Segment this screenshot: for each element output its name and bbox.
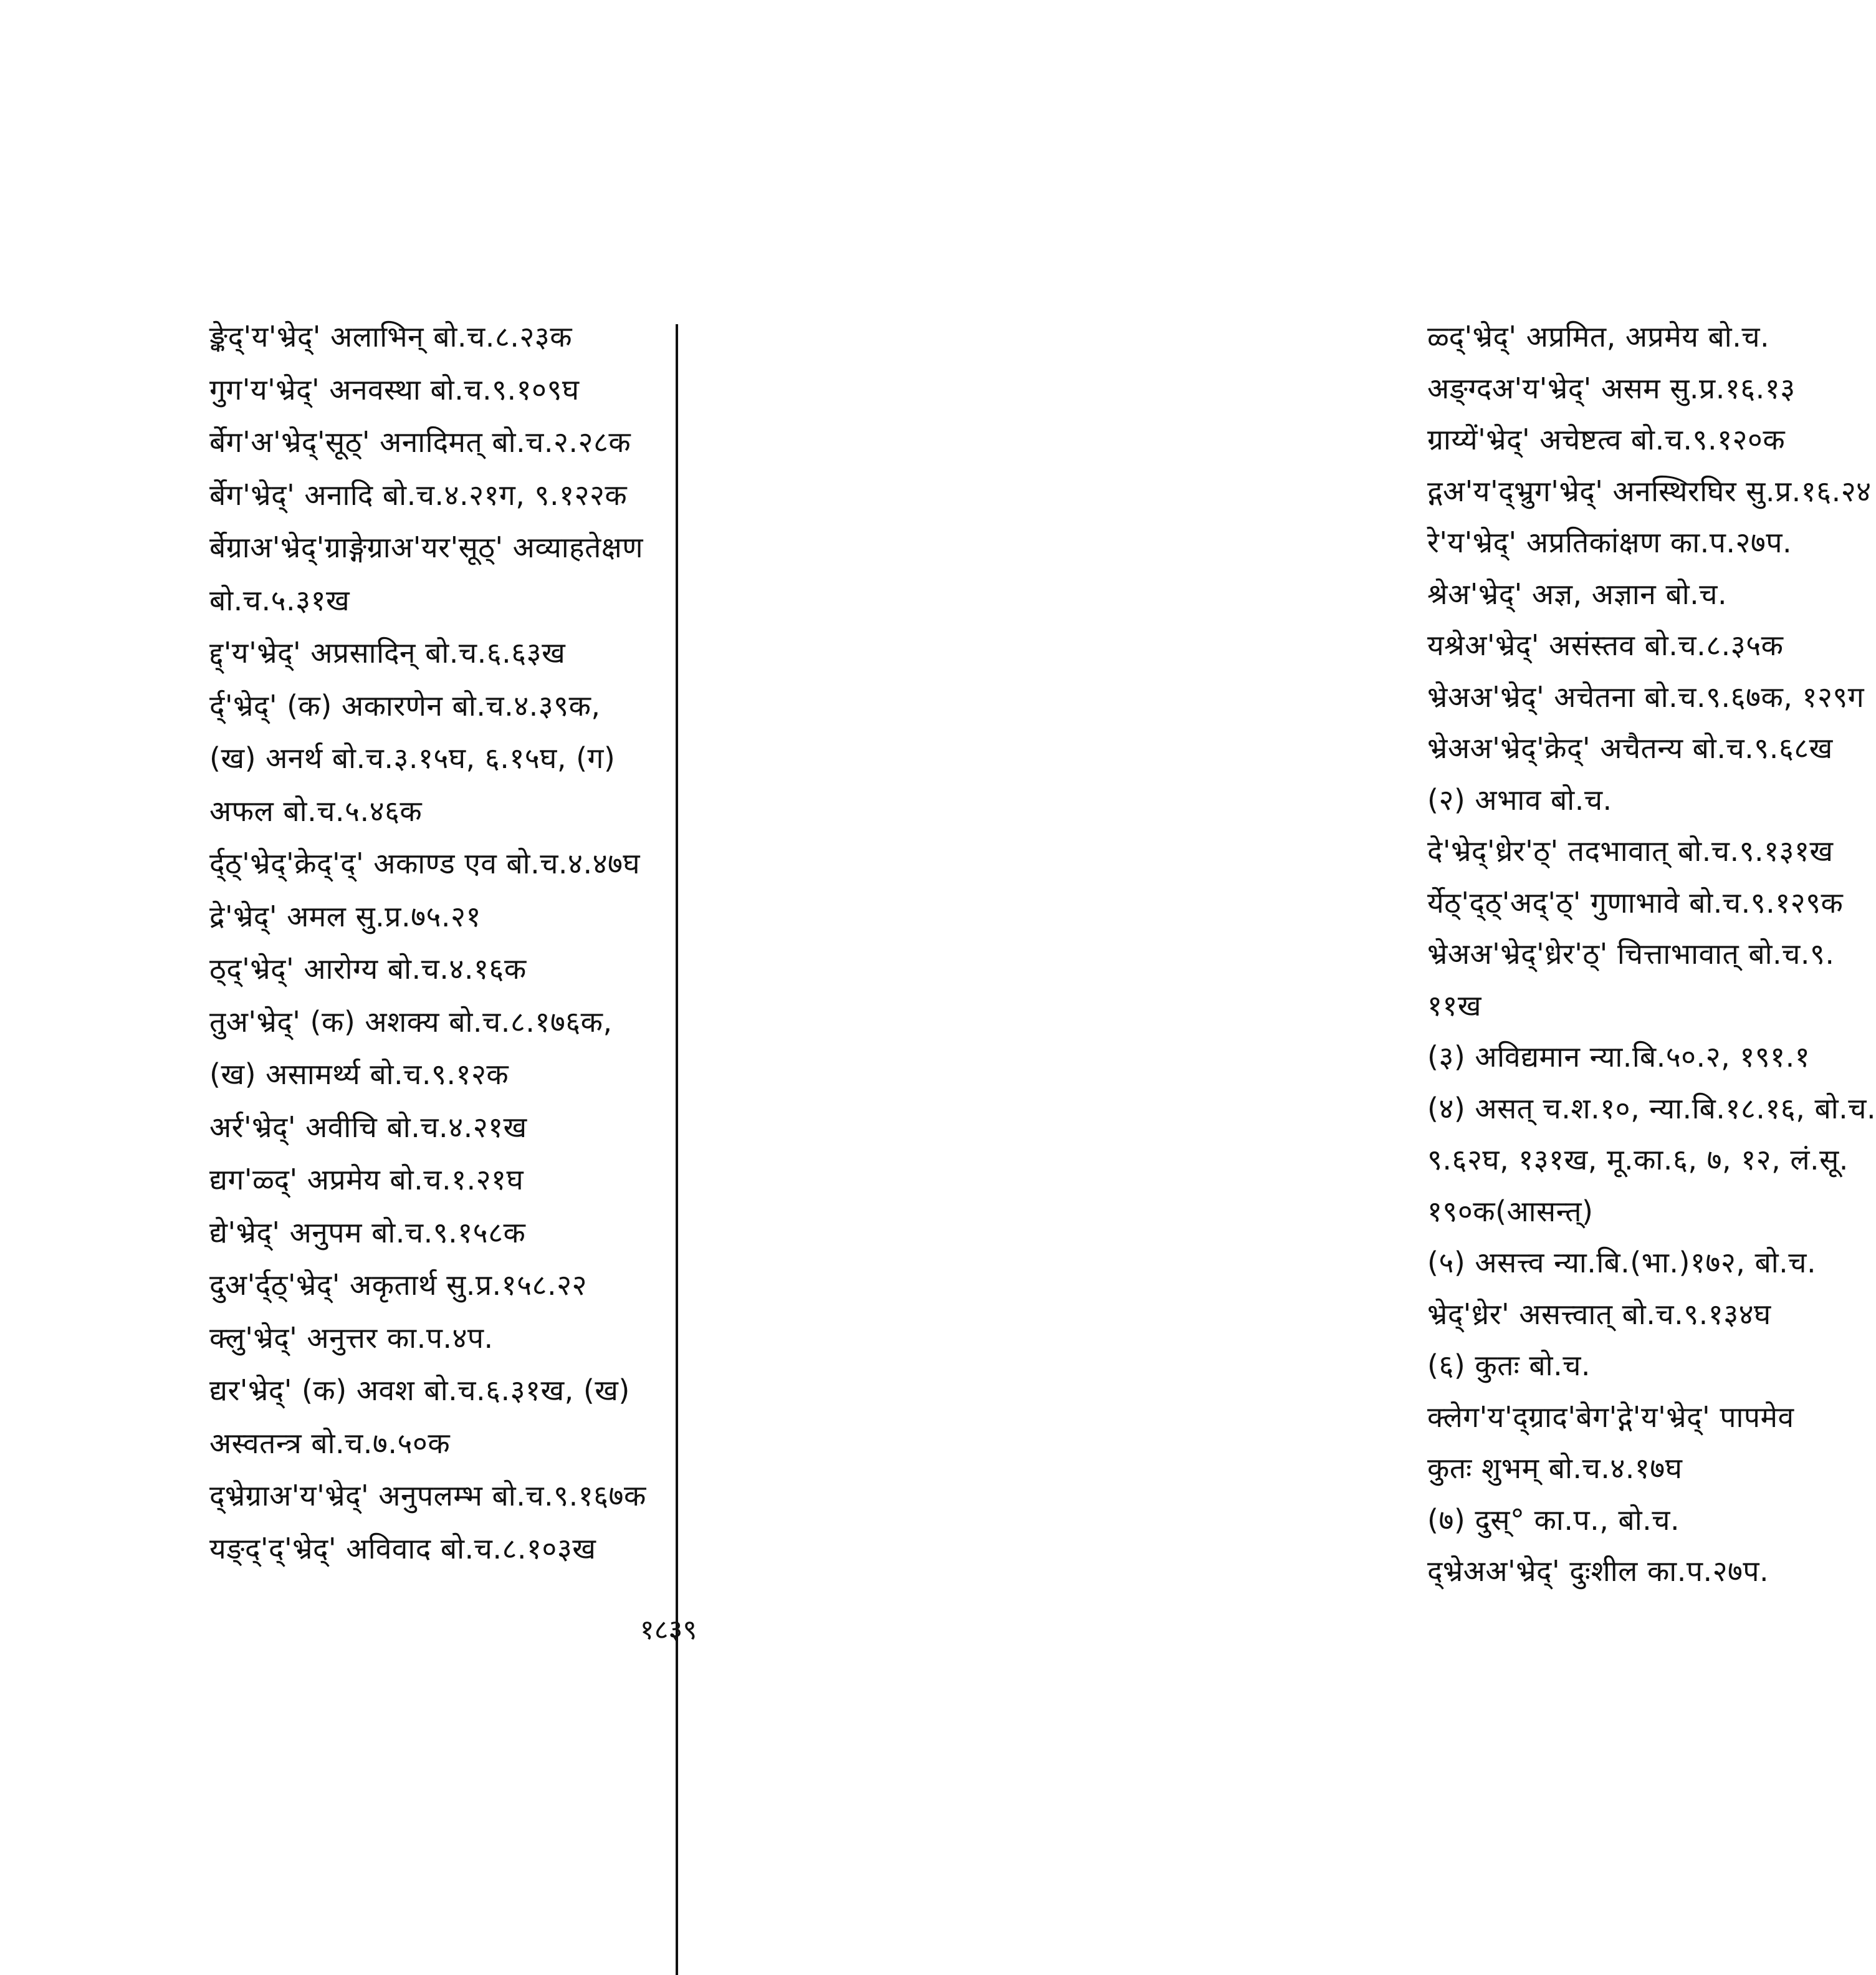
entry-line: (ख) अनर्थ बो.च.३.१५घ, ६.१५घ, (ग) [209, 741, 616, 775]
entry-line: अफल बो.च.५.४६क [209, 794, 423, 828]
entry-line: ळ्द्'भ्रेद्' अप्रमित, अप्रमेय बो.च. [1427, 320, 1770, 353]
entry-line: अङ्ग्दअ'य'भ्रेद्' असम सु.प्र.१६.१३ [1427, 371, 1796, 405]
entry-line: (२) अभाव बो.च. [1427, 782, 1612, 817]
entry-line: ११ख [1427, 988, 1481, 1022]
entry-line: भ्रेअअ'भ्रेद्' अचेतना बो.च.९.६७क, १२९ग [1427, 680, 1865, 714]
entry-line: १९०क(आसन्त्) [1427, 1194, 1594, 1228]
entry-line: र्येठ्'द्ठ्'अद्'ठ्' गुणाभावे बो.च.९.१२९क [1427, 885, 1844, 920]
entry-line: द्यर'भ्रेद्' (क) अवश बो.च.६.३१ख, (ख) [209, 1373, 630, 1407]
entry-line: दे'भ्रेद्'ध्रेर'ठ्' तदभावात् बो.च.९.१३१ख [1427, 834, 1834, 868]
entry-line: (५) असत्त्व न्या.बि.(भा.)१७२, बो.च. [1427, 1246, 1817, 1279]
entry-line: र्द्ठ्'भ्रेद्'क्रेद्'द्' अकाण्ड एव बो.च.४.४७घ [209, 847, 641, 880]
entry-line: भ्रेद्'ध्रेर' असत्त्वात् बो.च.९.१३४घ [1427, 1297, 1771, 1331]
entry-line: द्भ्रेग्राअ'य'भ्रेद्' अनुपलम्भ बो.च.९.१६७क [209, 1479, 646, 1512]
entry-line: र्बेग'अ'भ्रेद्'सूठ्' अनादिमत् बो.च.२.२८क [209, 425, 631, 459]
entry-line: र्द्'भ्रेद्' (क) अकारणेन बो.च.४.३९क, [209, 688, 601, 723]
entry-line: द्रे'भ्रेद्' अमल सु.प्र.७५.२१ [209, 899, 481, 933]
entry-line: (ख) असामर्थ्य बो.च.९.१२क [209, 1057, 509, 1091]
entry-line: द्गअ'य'द्भ्रुग'भ्रेद्' अनस्थिरघिर सु.प्र.१६.२४ [1427, 474, 1872, 508]
entry-line: भ्रेअअ'भ्रेद्'क्रेद्' अचैतन्य बो.च.९.६८ख [1427, 731, 1833, 765]
entry-line: कुतः शुभम् बो.च.४.१७घ [1427, 1451, 1683, 1485]
entry-line: (४) असत् च.श.१०, न्या.बि.१८.१६, बो.च. [1427, 1091, 1876, 1125]
entry-line: अर्र'भ्रेद्' अवीचि बो.च.४.२१ख [209, 1110, 527, 1144]
entry-line: रे'य'भ्रेद्' अप्रतिकांक्षण का.प.२७प. [1427, 526, 1792, 559]
entry-line: (३) अविद्यमान न्या.बि.५०.२, १९१.१ [1427, 1040, 1811, 1074]
entry-line: दुअ'र्द्ठ्'भ्रेद्' अकृतार्थ सु.प्र.१५८.२२ [209, 1268, 587, 1302]
entry-line: द्ये'भ्रेद्' अनुपम बो.च.९.१५८क [209, 1215, 526, 1249]
entry-line: तुअ'भ्रेद्' (क) अशक्य बो.च.८.१७६क, [209, 1004, 613, 1039]
entry-line: ङ्केद्'य'भ्रेद्' अलाभिन् बो.च.८.२३क [209, 320, 573, 353]
entry-line: ठ्द्'भ्रेद्' आरोग्य बो.च.४.१६क [209, 952, 527, 986]
entry-line: र्बेग'भ्रेद्' अनादि बो.च.४.२१ग, ९.१२२क [209, 478, 628, 512]
column-divider [676, 324, 678, 1975]
entry-line: क्लु'भ्रेद्' अनुत्तर का.प.४प. [209, 1320, 494, 1355]
entry-line: यश्रेअ'भ्रेद्' असंस्तव बो.च.८.३५क [1427, 628, 1784, 662]
entry-line: ग्राय्यें'भ्रेद्' अचेष्टत्व बो.च.९.१२०क [1427, 423, 1786, 456]
entry-line: र्बेग्राअ'भ्रेद्'ग्राङ्गेग्राअ'यर'सूठ्' अव्याहतेक्षण [209, 531, 644, 564]
entry-line: भ्रेअअ'भ्रेद्'ध्रेर'ठ्' चित्ताभावात् बो.च.९. [1427, 937, 1835, 971]
page-number: १८३९ [639, 1614, 697, 1646]
entry-line: द्भ्रेअअ'भ्रेद्' दुःशील का.प.२७प. [1427, 1554, 1769, 1588]
entry-line: अस्वतन्त्र बो.च.७.५०क [209, 1426, 451, 1460]
entry-line: (६) कुतः बो.च. [1427, 1348, 1591, 1382]
entry-line: श्रेअ'भ्रेद्' अज्ञ, अज्ञान बो.च. [1427, 577, 1728, 611]
entry-line: द्द्'य'भ्रेद्' अप्रसादिन् बो.च.६.६३ख [209, 636, 566, 670]
entry-line: गुग'य'भ्रेद्' अनवस्था बो.च.९.१०९घ [209, 372, 580, 406]
entry-line: (७) दुस्° का.प., बो.च. [1427, 1502, 1680, 1537]
entry-line: यङ्द्'द्'भ्रेद्' अविवाद बो.च.८.१०३ख [209, 1531, 596, 1565]
entry-line: बो.च.५.३१ख [209, 583, 350, 617]
entry-line: द्यग'ळ्द्' अप्रमेय बो.च.१.२१घ [209, 1163, 524, 1196]
entry-line: क्लेग'य'द्ग्राद'बेग'द्गे'य'भ्रेद्' पापमेव [1427, 1400, 1794, 1434]
entry-line: ९.६२घ, १३१ख, मू.का.६, ७, १२, लं.सू. [1427, 1143, 1849, 1176]
